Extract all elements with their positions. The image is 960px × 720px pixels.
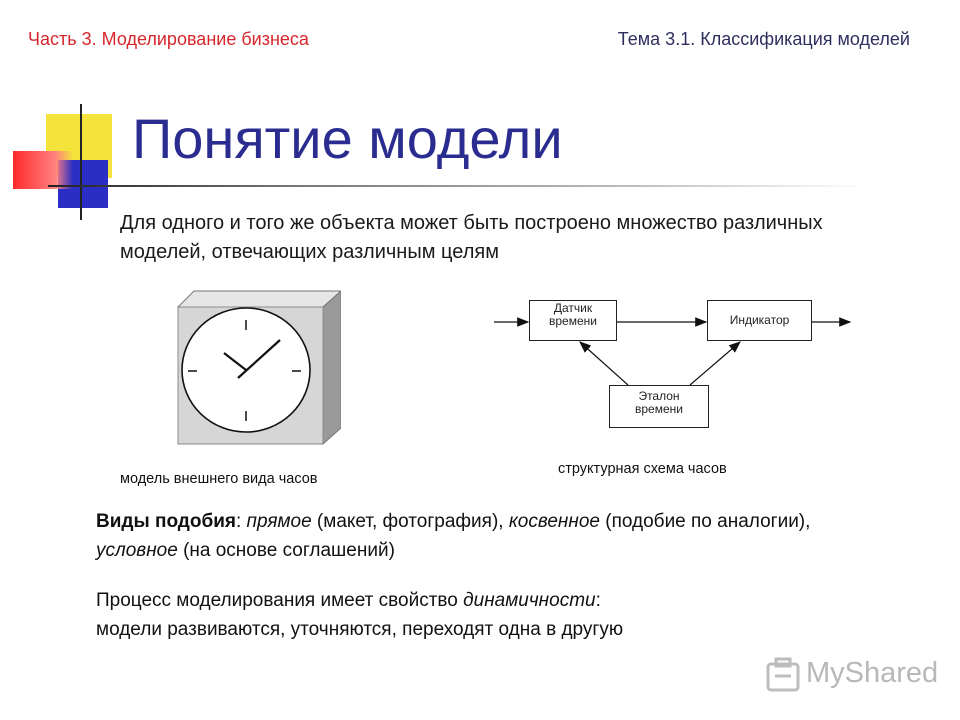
indicator-label: Индикатор bbox=[729, 313, 790, 327]
direct-term: прямое bbox=[246, 511, 312, 532]
sensor-label-line2: времени bbox=[549, 314, 597, 328]
reference-label-line2: времени bbox=[635, 402, 683, 416]
sensor-label-line1: Датчик bbox=[553, 301, 593, 315]
intro-text: Для одного и того же объекта может быть построено множество различных моделей, отвечающих различным целям bbox=[120, 212, 823, 263]
clock-side-face bbox=[323, 291, 341, 444]
process-colon: : bbox=[595, 590, 601, 611]
process-paragraph bbox=[96, 586, 896, 644]
section-header: Часть 3. Моделирование бизнеса bbox=[28, 29, 309, 49]
conditional-term: условное bbox=[96, 540, 178, 561]
page-title: Понятие модели bbox=[132, 107, 563, 170]
direct-note: (макет, фотография), bbox=[311, 511, 509, 532]
title-underline bbox=[48, 185, 868, 187]
dynamics-term: динамичности bbox=[463, 590, 596, 611]
similarity-label: Виды подобия bbox=[96, 511, 236, 532]
reference-label-line1: Эталон bbox=[638, 389, 680, 403]
similarity-types-paragraph bbox=[96, 507, 896, 565]
time-sensor-box bbox=[529, 300, 617, 341]
clock-structure-diagram bbox=[488, 294, 858, 434]
time-reference-box bbox=[609, 385, 709, 428]
indicator-box bbox=[707, 300, 812, 341]
diagram-caption: структурная схема часов bbox=[558, 461, 727, 477]
indirect-term: косвенное bbox=[508, 511, 600, 532]
process-text: Процесс моделирования имеет свойство bbox=[96, 590, 464, 611]
clock-top-face bbox=[178, 291, 341, 307]
topic-header: Тема 3.1. Классификация моделей bbox=[617, 29, 910, 49]
vertical-rule bbox=[80, 104, 82, 220]
watermark-text: MyShared bbox=[806, 657, 939, 689]
ref-to-indicator-arrow bbox=[690, 342, 740, 385]
process-line2: модели развиваются, уточняются, переходят одна в другую bbox=[96, 619, 624, 640]
conditional-note: (на основе соглашений) bbox=[177, 540, 395, 561]
similarity-colon: : bbox=[235, 511, 247, 532]
ref-to-sensor-arrow bbox=[580, 342, 628, 385]
clock-illustration bbox=[176, 290, 341, 446]
decorative-squares bbox=[0, 96, 150, 226]
indirect-note: (подобие по аналогии), bbox=[599, 511, 811, 532]
red-square bbox=[13, 151, 73, 189]
clock-caption: модель внешнего вида часов bbox=[120, 471, 318, 487]
